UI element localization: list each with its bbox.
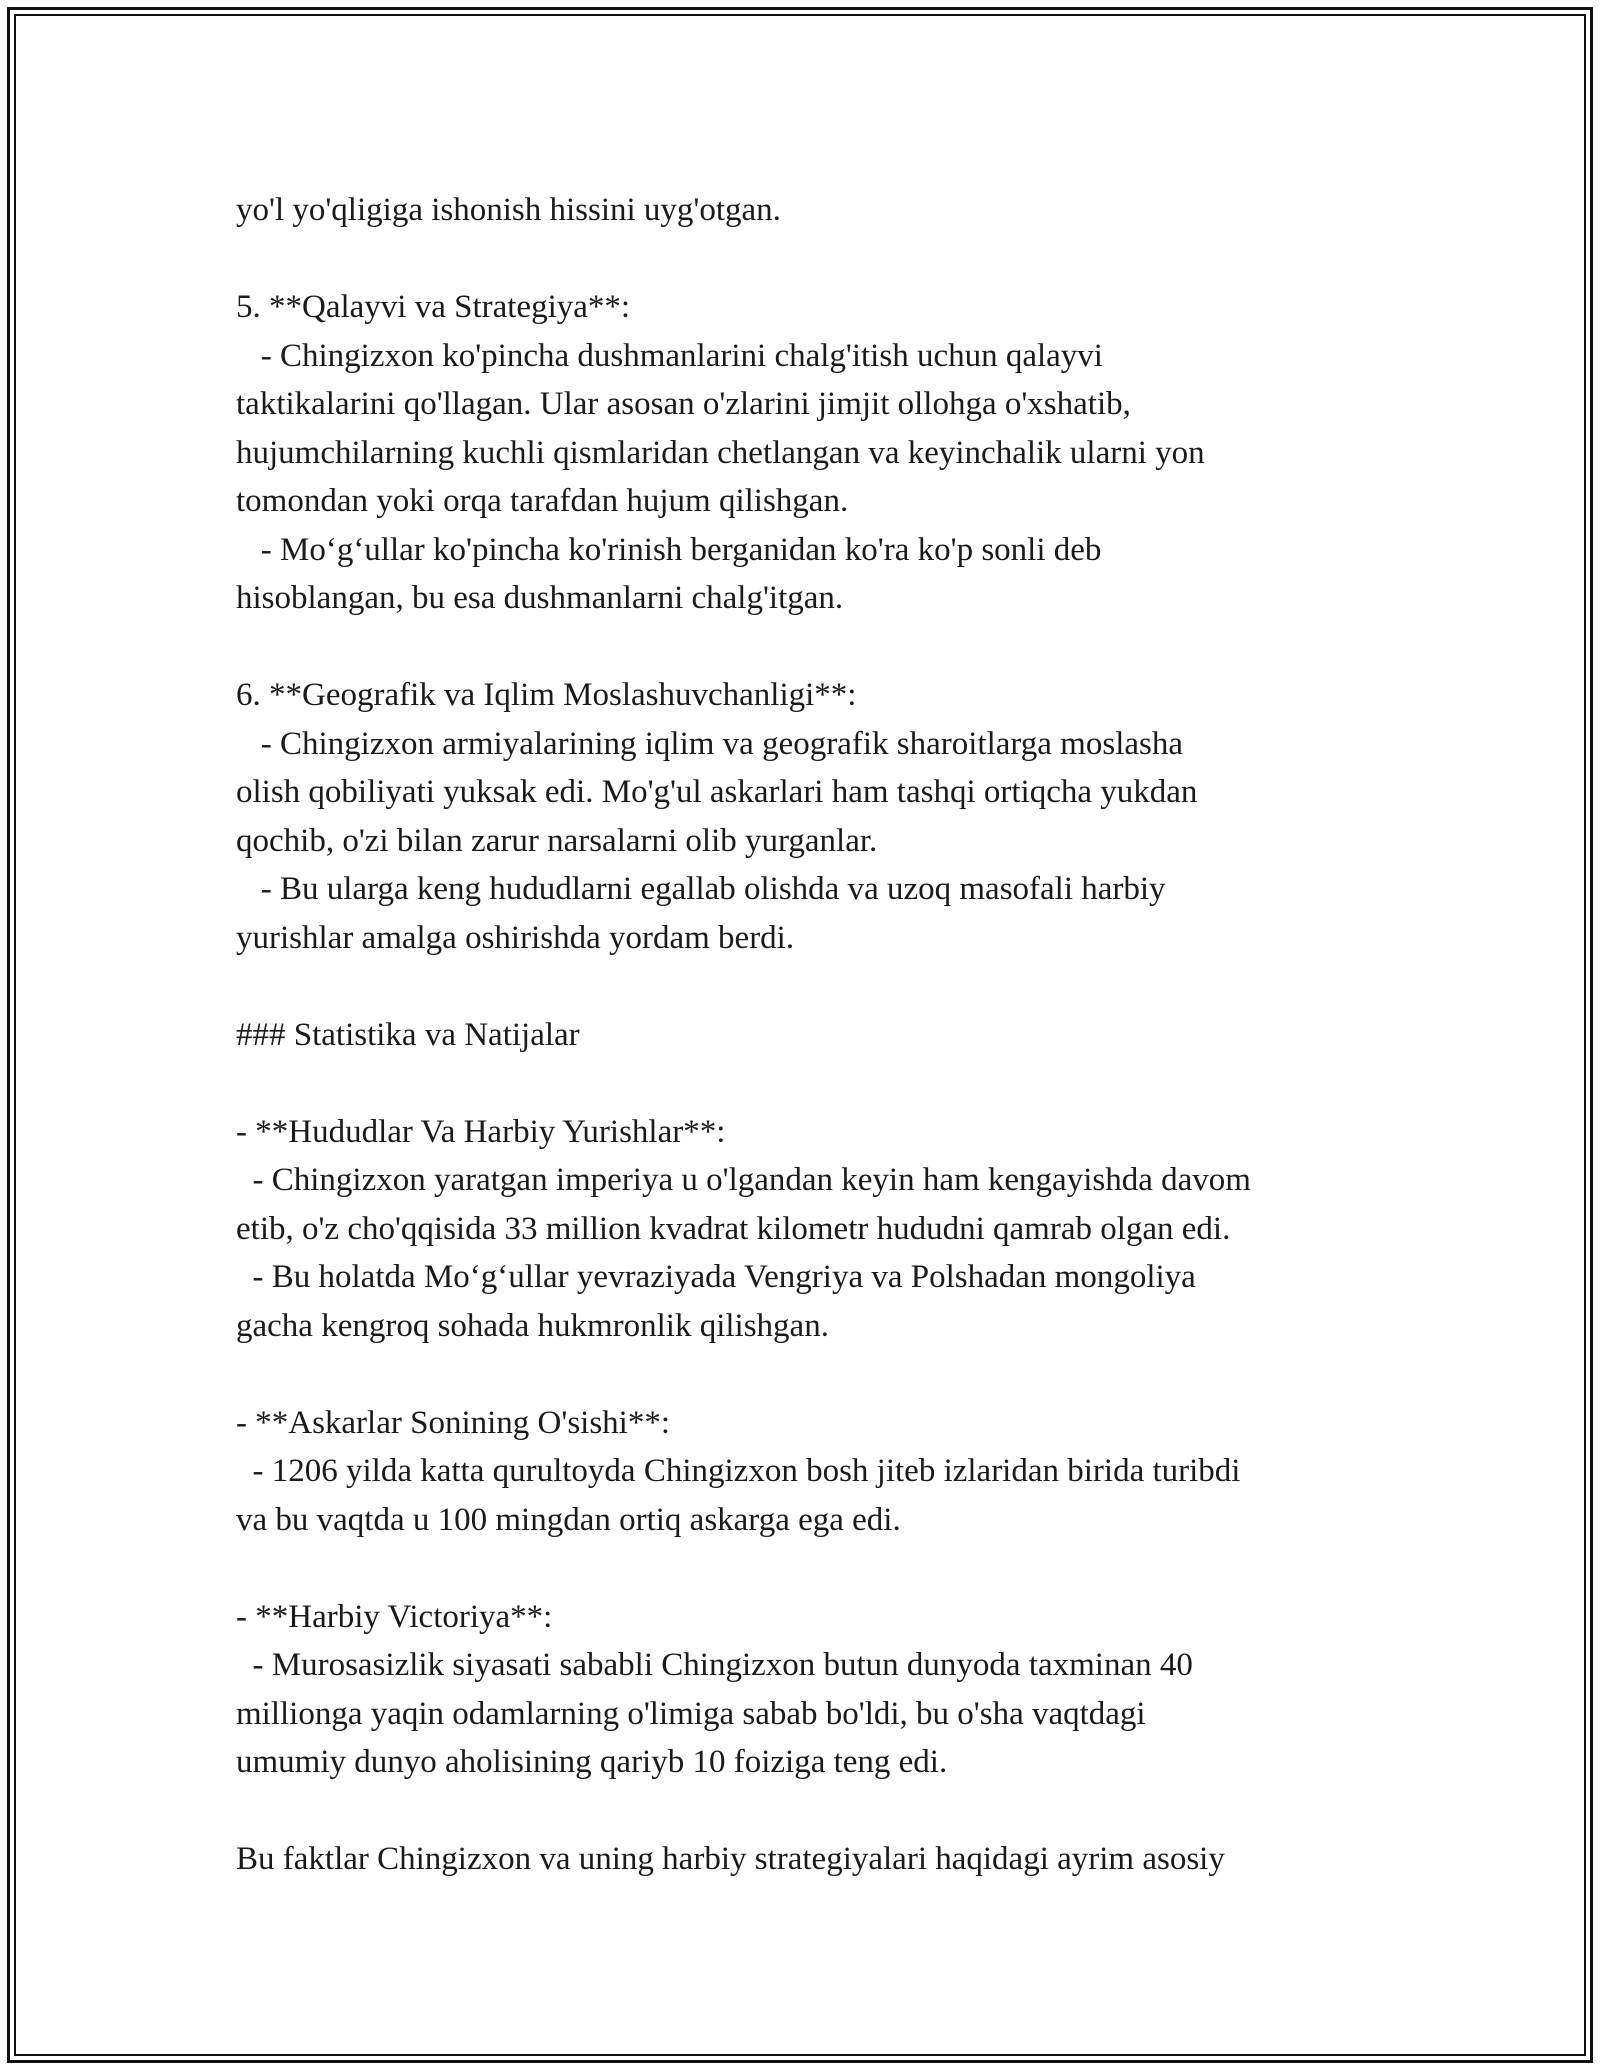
text-line: - Chingizxon yaratgan imperiya u o'lgandan keyin ham kengayishda davom bbox=[236, 1162, 1251, 1198]
section-heading: 5. **Qalayvi va Strategiya**: bbox=[236, 289, 631, 325]
text-line: gacha kengroq sohada hukmronlik qilishgan. bbox=[236, 1307, 829, 1344]
text-line: - Bu holatda Mo‘g‘ullar yevraziyada Vengriya va Polshadan mongoliya bbox=[236, 1259, 1196, 1295]
section-heading: ### Statistika va Natijalar bbox=[236, 1016, 580, 1053]
section-heading: 6. **Geografik va Iqlim Moslashuvchanligi**: bbox=[236, 677, 857, 713]
list-item-heading: - **Askarlar Sonining O'sishi**: bbox=[236, 1404, 671, 1441]
text-line: va bu vaqtda u 100 mingdan ortiq askarga ega edi. bbox=[236, 1501, 901, 1538]
text-line: hisoblangan, bu esa dushmanlarni chalg'itgan. bbox=[236, 580, 844, 616]
blank-line bbox=[236, 1544, 1396, 1593]
text-line: - Murosasizlik siyasati sababli Chingizxon butun dunyoda taxminan 40 bbox=[236, 1647, 1193, 1683]
text-line: hujumchilarning kuchli qismlaridan chetlangan va keyinchalik ularni yon bbox=[236, 434, 1205, 471]
blank-line bbox=[236, 1350, 1396, 1399]
text-line: yo'l yo'qligiga ishonish hissini uyg'otgan. bbox=[236, 192, 781, 228]
text-line: etib, o'z cho'qqisida 33 million kvadrat kilometr hududni qamrab olgan edi. bbox=[236, 1210, 1231, 1247]
text-line: qochib, o'zi bilan zarur narsalarni olib yurganlar. bbox=[236, 822, 878, 859]
blank-line bbox=[236, 235, 1396, 284]
list-item-heading: - **Hududlar Va Harbiy Yurishlar**: bbox=[236, 1113, 726, 1150]
blank-line bbox=[236, 1787, 1396, 1836]
text-line: yurishlar amalga oshirishda yordam berdi. bbox=[236, 919, 795, 956]
blank-line bbox=[236, 623, 1396, 672]
blank-line bbox=[236, 962, 1396, 1011]
text-line: Bu faktlar Chingizxon va uning harbiy strategiyalari haqidagi ayrim asosiy bbox=[236, 1841, 1225, 1877]
text-line: - Bu ularga keng hududlarni egallab olishda va uzoq masofali harbiy bbox=[236, 871, 1166, 907]
text-line: tomondan yoki orqa tarafdan hujum qilishgan. bbox=[236, 483, 849, 519]
text-line: - Chingizxon armiyalarining iqlim va geografik sharoitlarga moslasha bbox=[236, 725, 1183, 762]
text-line: - Mo‘g‘ullar ko'pincha ko'rinish berganidan ko'ra ko'p sonli deb bbox=[236, 531, 1102, 568]
list-item-heading: - **Harbiy Victoriya**: bbox=[236, 1598, 553, 1635]
text-line: umumiy dunyo aholisining qariyb 10 foiziga teng edi. bbox=[236, 1744, 948, 1780]
document-body bbox=[236, 186, 1396, 1884]
text-line: - 1206 yilda katta qurultoyda Chingizxon bosh jiteb izlaridan birida turibdi bbox=[236, 1453, 1241, 1489]
text-line: taktikalarini qo'llagan. Ular asosan o'zlarini jimjit ollohga o'xshatib, bbox=[236, 386, 1131, 422]
blank-line bbox=[236, 1059, 1396, 1108]
text-line: - Chingizxon ko'pincha dushmanlarini chalg'itish uchun qalayvi bbox=[236, 337, 1103, 374]
text-line: olish qobiliyati yuksak edi. Mo'g'ul askarlari ham tashqi ortiqcha yukdan bbox=[236, 774, 1198, 810]
text-line: millionga yaqin odamlarning o'limiga sabab bo'ldi, bu o'sha vaqtdagi bbox=[236, 1695, 1146, 1732]
